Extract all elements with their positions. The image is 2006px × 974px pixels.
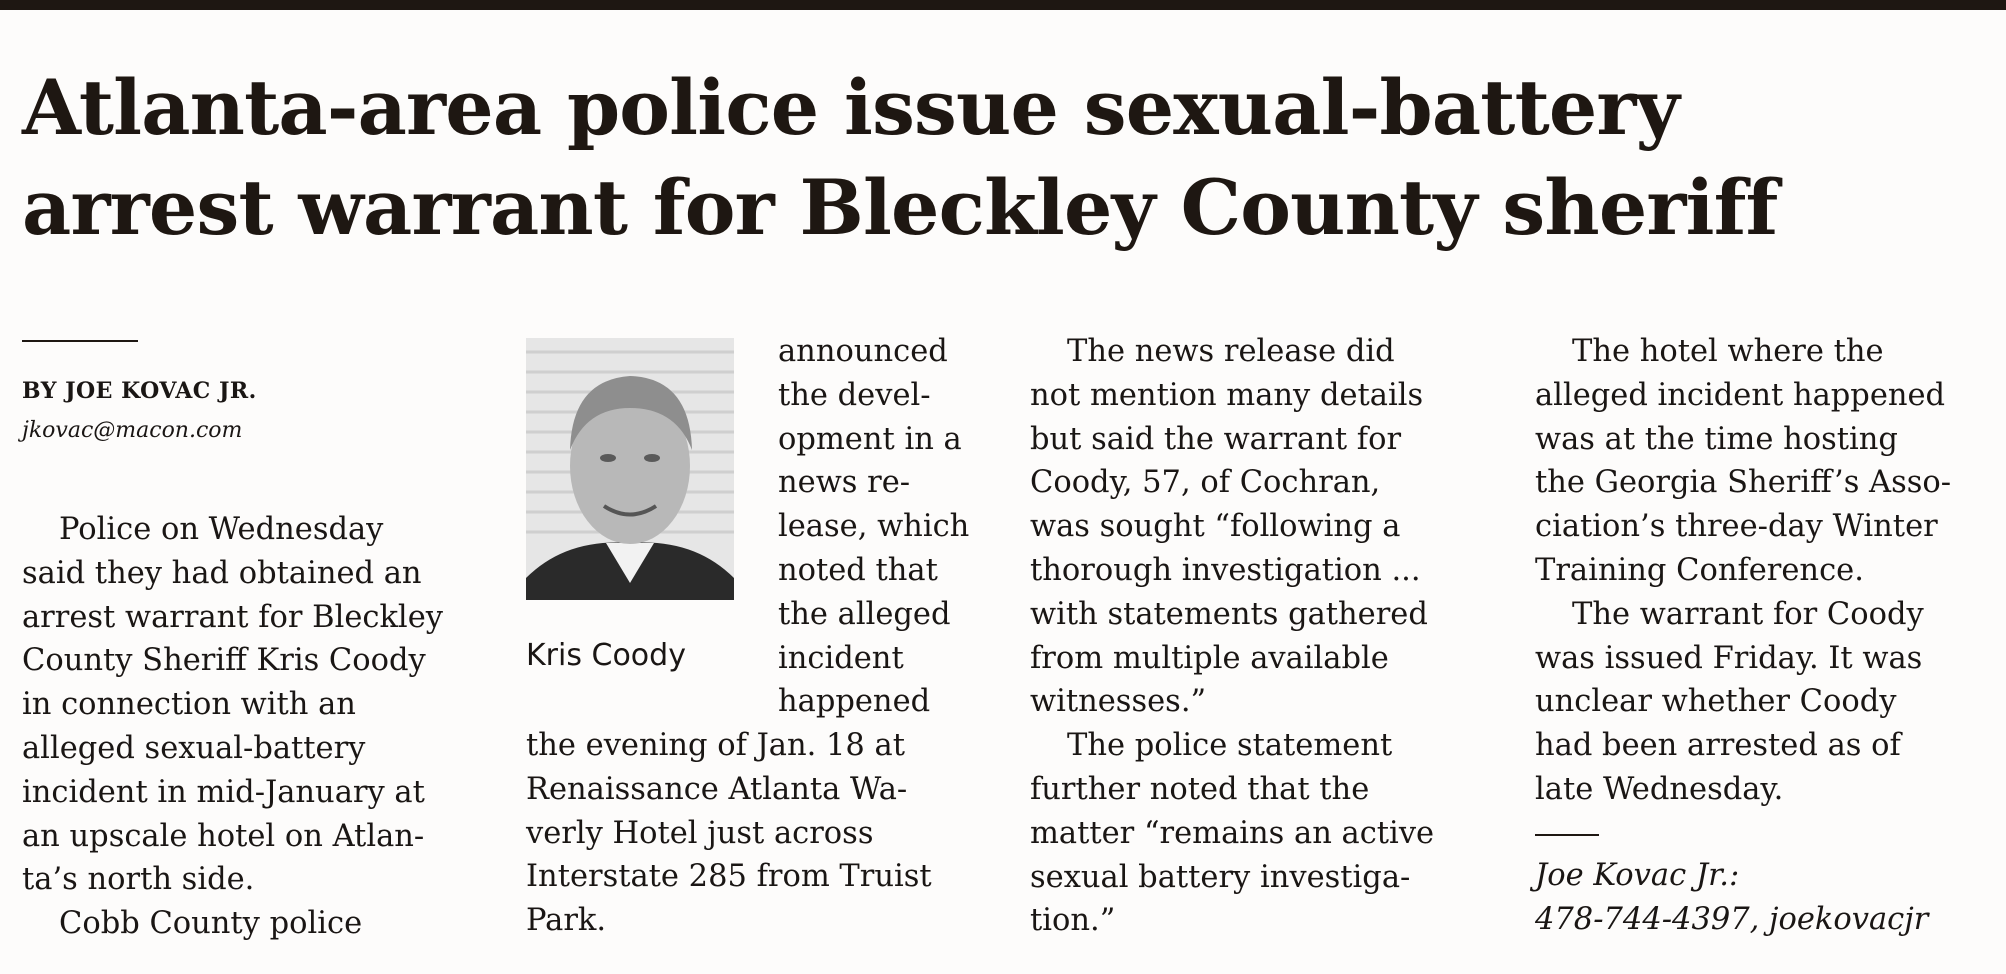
byline-rule [22, 340, 138, 342]
top-rule-bar [0, 0, 2006, 10]
text-line: late Wednesday. [1535, 771, 1784, 807]
signature-rule [1535, 834, 1599, 836]
text-line: Coody, 57, of Cochran, [1030, 465, 1381, 501]
text-line: County Sheriff Kris Coody [22, 643, 426, 679]
text-line: the evening of Jan. 18 at [526, 728, 905, 763]
text-line: was sought “following a [1030, 509, 1401, 545]
text-line: Renaissance Atlanta Wa- [526, 771, 908, 807]
text-line: from multiple available [1030, 640, 1389, 676]
byline: BY JOE KOVAC JR. [22, 378, 257, 404]
text-line: was at the time hosting [1535, 421, 1898, 457]
article-column-4 [1535, 330, 1951, 812]
text-line: opment in a [778, 421, 962, 457]
text-line: further noted that the [1030, 771, 1370, 807]
text-line: The police statement [1067, 728, 1393, 764]
text-line: happened [778, 684, 931, 720]
text-line: was issued Friday. It was [1535, 640, 1923, 676]
signature-name: Joe Kovac Jr.: [1535, 858, 1740, 893]
text-line: sexual battery investiga- [1030, 859, 1411, 895]
text-line: in connection with an [22, 687, 356, 723]
text-line: thorough investigation ... [1030, 552, 1421, 588]
text-line: unclear whether Coody [1535, 684, 1897, 720]
text-line: noted that [778, 552, 938, 588]
text-line: The warrant for Coody [1572, 596, 1924, 632]
text-line: lease, which [778, 509, 970, 545]
text-line: but said the warrant for [1030, 421, 1402, 457]
text-line: had been arrested as of [1535, 728, 1901, 764]
text-line: announced [778, 334, 948, 369]
text-line: Interstate 285 from Truist [526, 859, 932, 895]
text-line: alleged incident happened [1535, 377, 1946, 413]
article-column-2 [526, 724, 932, 943]
text-line: the devel- [778, 377, 931, 413]
text-line: matter “remains an active [1030, 815, 1435, 851]
text-line: Cobb County police [59, 906, 363, 942]
text-line: the alleged [778, 596, 951, 632]
article-column-3 [1030, 330, 1434, 943]
text-line: Training Conference. [1535, 552, 1864, 588]
author-photo [526, 338, 734, 600]
text-line: witnesses.” [1030, 684, 1207, 720]
text-line: incident in mid-January at [22, 774, 425, 810]
text-line: news re- [778, 465, 911, 501]
article-column-1 [22, 508, 443, 946]
text-line: The hotel where the [1572, 334, 1884, 369]
text-line: arrest warrant for Bleckley [22, 599, 443, 635]
kris-coody-portrait-image [526, 338, 734, 600]
signature-contact: 478-744-4397, joekovacjr [1535, 902, 1929, 937]
text-line: verly Hotel just across [526, 815, 874, 851]
text-line: the Georgia Sheriff’s Asso- [1535, 465, 1952, 501]
article-column-2-beside-photo [778, 330, 969, 724]
text-line: an upscale hotel on Atlan- [22, 818, 425, 854]
author-email: jkovac@macon.com [22, 418, 243, 443]
text-line: ta’s north side. [22, 862, 255, 898]
text-line: incident [778, 640, 904, 676]
headline-line-1: Atlanta-area police issue sexual-battery [22, 63, 1680, 152]
text-line: said they had obtained an [22, 555, 422, 591]
headline [22, 58, 1982, 258]
text-line: not mention many details [1030, 377, 1424, 413]
text-line: alleged sexual-battery [22, 730, 366, 766]
text-line: Police on Wednesday [59, 512, 384, 547]
text-line: The news release did [1067, 334, 1395, 369]
text-line: with statements gathered [1030, 596, 1428, 632]
headline-line-2: arrest warrant for Bleckley County sheriff [22, 163, 1778, 252]
photo-caption: Kris Coody [526, 638, 686, 673]
text-line: Park. [526, 903, 607, 939]
text-line: tion.” [1030, 903, 1116, 939]
text-line: ciation’s three-day Winter [1535, 509, 1938, 545]
